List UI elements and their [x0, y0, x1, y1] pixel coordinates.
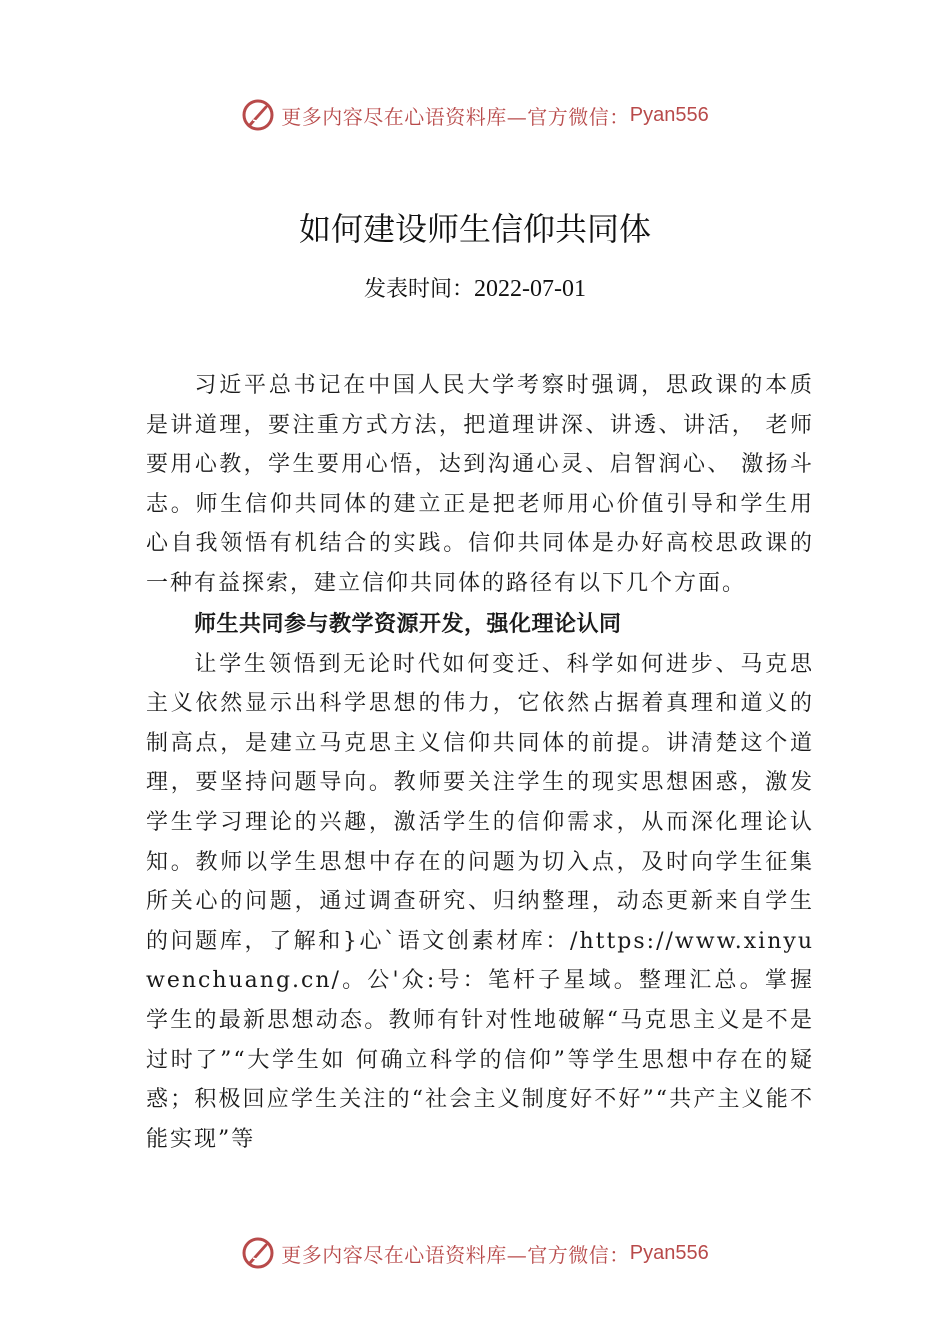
- document-title: 如何建设师生信仰共同体: [298, 210, 651, 248]
- footer-banner: [0, 1233, 950, 1273]
- wechat-id: Pyan556: [629, 1241, 709, 1264]
- header-banner: [0, 95, 950, 135]
- banner-text: 更多内容尽在心语资料库—官方微信：: [281, 1242, 630, 1267]
- quill-logo-icon: [241, 1236, 275, 1270]
- body-paragraph: 让学生领悟到无论时代如何变迁、科学如何进步、马克思主义依然显示出科学思想的伟力，它依然占据着真理和道义的制高点，是建立马克思主义信仰共同体的前提。讲清楚这个道理，要坚持问题导向。教师要关注学生的现实思想困惑，激发学生学习理论的兴趣，激活学生的信仰需求，从而深化理论认知。教师以学生思想中存在的问题为切入点，及时向学生征集所关心的问题，通过调查研究、归纳整理，动态更新来自学生的问题库，了解和}心`语文创素材库：/https://www.xinyuwenchuang.cn/。公'众:号：笔杆子星域。整理汇总。掌握学生的最新思想动态。教师有针对性地破解“马克思主义是不是过时了”“大学生如 何确立科学的信仰”等学生思想中存在的疑惑；积极回应学生关注的“社会主义制度好不好”“共产主义能不能实现”等: [146, 651, 814, 1152]
- date-value: 2022-07-01: [474, 276, 586, 302]
- intro-paragraph: 习近平总书记在中国人民大学考察时强调，思政课的本质是讲道理，要注重方式方法，把道理讲深、讲透、讲活， 老师要用心教，学生要用心悟，达到沟通心灵、启智润心、 激扬斗志。师生信仰共同体的建立正是把老师用心价值引导和学生用心自我领悟有机结合的实践。信仰共同体是办好高校思政课的一种有益探索，建立信仰共同体的路径有以下几个方面。: [146, 373, 814, 596]
- quill-logo-icon: [241, 98, 275, 132]
- banner-text: 更多内容尽在心语资料库—官方微信：: [281, 104, 630, 129]
- document-body: [146, 366, 814, 1159]
- publish-date-line: [0, 272, 950, 303]
- date-label: 发表时间：: [364, 277, 475, 302]
- wechat-id: Pyan556: [629, 103, 709, 126]
- section-heading: 师生共同参与教学资源开发，强化理论认同: [194, 611, 622, 637]
